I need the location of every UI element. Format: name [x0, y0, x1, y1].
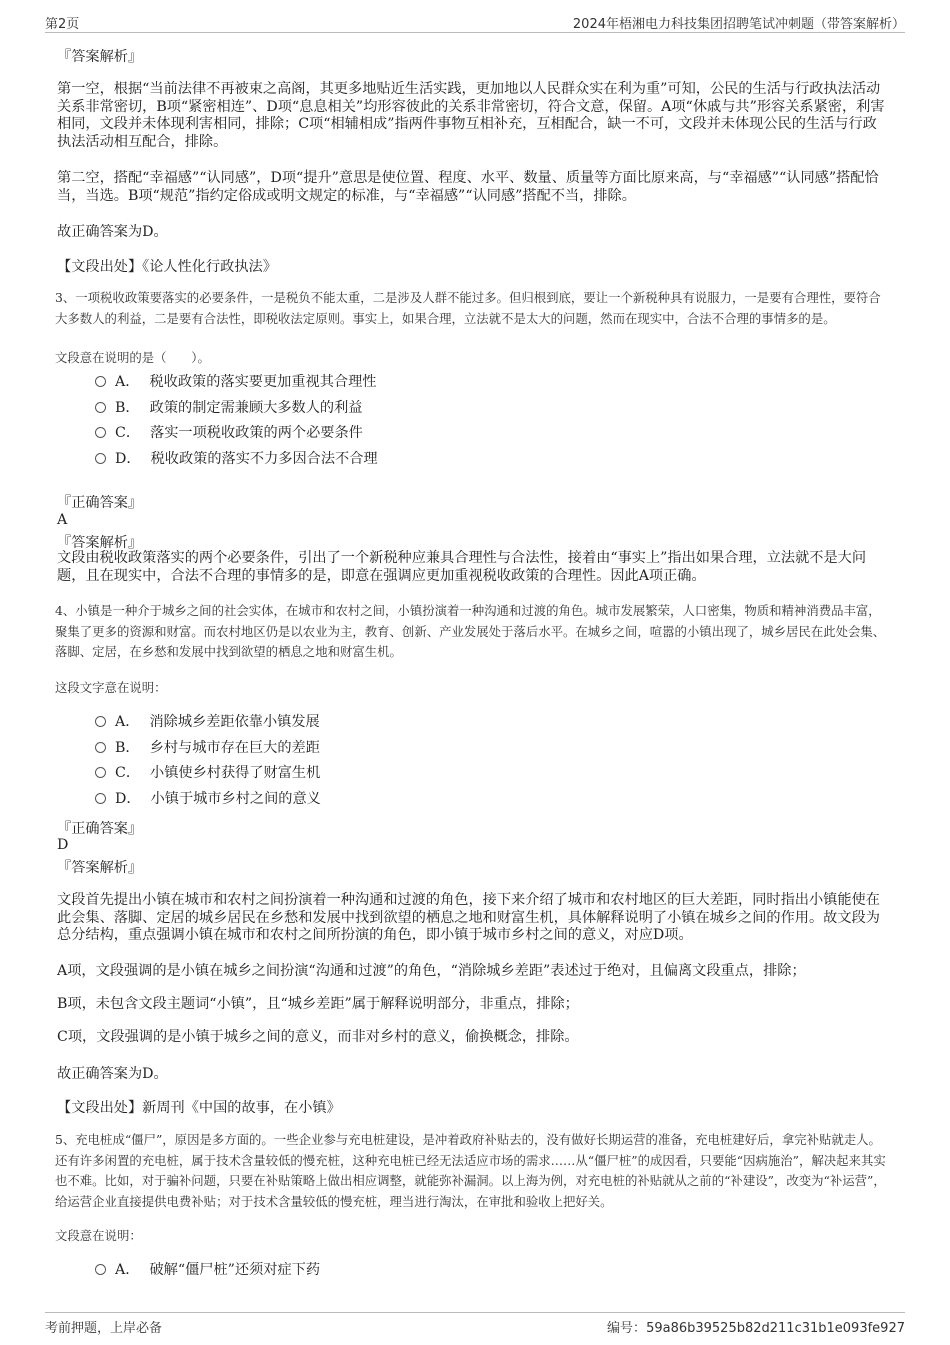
- radio-icon[interactable]: [95, 453, 106, 464]
- q3-analysis: 文段由税收政策落实的两个必要条件，引出了一个新税种应兼具合理性与合法性，接着由“事实上”指出如果合理，立法就不是大问题，且在现实中，合法不合理的事情多的是，即意在强调应更加重视税收政策的合理性。因此A项正确。: [57, 550, 867, 584]
- q4-analysis-heading: 『答案解析』: [57, 860, 143, 876]
- q2-analysis-para2: 第二空，搭配“幸福感”“认同感”，D项“提升”意思是使位置、程度、水平、数量、质量等方面比原来高，与“幸福感”“认同感”搭配恰当，当选。B项“规范”指约定俗成或明文规定的标准，与“幸福感”“认同感”搭配不当，排除。: [57, 170, 879, 204]
- q4-analysis-para2: A项，文段强调的是小镇在城乡之间扮演“沟通和过渡”的角色，“消除城乡差距”表述过于绝对，且偏离文段重点，排除；: [57, 963, 806, 979]
- q3-analysis-heading: 『答案解析』: [57, 535, 143, 551]
- q3-prompt: 文段意在说明的是（ ）。: [55, 350, 210, 365]
- q5-stem: 5、充电桩成“僵尸”，原因是多方面的。一些企业参与充电桩建设，是冲着政府补贴去的，没有做好长期运营的准备，充电桩建好后，拿完补贴就走人。还有许多闲置的充电桩，属于技术含量较低的慢充桩，这种充电桩已经无法适应市场的需求……从“僵尸桩”的成因看，只要能“因病施治”，解决起来其实也不难。比如，对于骗补问题，只要在补贴策略上做出相应调整，就能弥补漏洞。以上海为例，对充电桩的补贴就从之前的“补建设”，改变为“补运营”，给运营企业直接提供电费补贴；对于技术含量较低的慢充桩，理当进行淘汰，在审批和验收上把好关。: [55, 1132, 886, 1209]
- q4-answer: D: [57, 837, 69, 853]
- q3-option-c[interactable]: C． 落实一项税收政策的两个必要条件: [95, 423, 363, 443]
- q2-analysis-para1: 第一空，根据“当前法律不再被束之高阁，其更多地贴近生活实践，更加地以人民群众实在利为重”可知，公民的生活与行政执法活动关系非常密切，B项“紧密相连”、D项“息息相关”均形容彼此的关系非常密切，符合文意，保留。A项“休戚与共”形容关系紧密，利害相同，文段并未体现利害相同，排除；C项“相辅相成”指两件事物互相补充，互相配合，缺一不可，文段并未体现公民的生活与行政执法活动相互配合，排除。: [57, 81, 885, 150]
- radio-icon[interactable]: [95, 427, 106, 438]
- radio-icon[interactable]: [95, 716, 106, 727]
- q4-stem: 4、小镇是一种介于城乡之间的社会实体，在城市和农村之间，小镇扮演着一种沟通和过渡的角色。城市发展繁荣，人口密集，物质和精神消费品丰富，聚集了更多的资源和财富。而农村地区仍是以农业为主，教育、创新、产业发展处于落后水平。在城乡之间，喧嚣的小镇出现了，城乡居民在此处会集、落脚、定居，在乡愁和发展中找到欲望的栖息之地和财富生机。: [55, 603, 886, 659]
- radio-icon[interactable]: [95, 767, 106, 778]
- q4-analysis-para3: B项，未包含文段主题词“小镇”，且“城乡差距”属于解释说明部分，非重点，排除；: [57, 996, 579, 1012]
- q5-option-a[interactable]: A． 破解“僵尸桩”还须对症下药: [95, 1260, 320, 1280]
- q2-source: 【文段出处】《论人性化行政执法》: [57, 259, 277, 275]
- q4-option-a[interactable]: A． 消除城乡差距依靠小镇发展: [95, 712, 320, 732]
- q5-prompt: 文段意在说明：: [55, 1228, 142, 1243]
- code-label: 编号：: [607, 1321, 647, 1336]
- q3-stem: 3、一项税收政策要落实的必要条件，一是税负不能太重，二是涉及人群不能过多。但归根到底，要让一个新税种具有说服力，一是要有合理性，要符合大多数人的利益，二是要有合法性，即税收法定原则。事实上，如果合理，立法就不是太大的问题，然而在现实中，合法不合理的事情多的是。: [55, 290, 881, 326]
- radio-icon[interactable]: [95, 1264, 106, 1275]
- q2-conclusion: 故正确答案为D。: [57, 224, 168, 240]
- page-header: [45, 10, 905, 33]
- q3-answer: A: [57, 512, 68, 528]
- q3-answer-heading: 『正确答案』: [57, 495, 143, 511]
- q4-prompt: 这段文字意在说明：: [55, 680, 167, 695]
- page-number: 第2页: [45, 17, 80, 32]
- q4-conclusion: 故正确答案为D。: [57, 1066, 168, 1082]
- q4-source: 【文段出处】新周刊《中国的故事，在小镇》: [57, 1100, 341, 1116]
- document-code: [607, 1317, 905, 1336]
- q4-option-b[interactable]: B． 乡村与城市存在巨大的差距: [95, 738, 320, 758]
- radio-icon[interactable]: [95, 402, 106, 413]
- q4-analysis-para1: 文段首先提出小镇在城市和农村之间扮演着一种沟通和过渡的角色，接下来介绍了城市和农村地区的巨大差距，同时指出小镇能使在此会集、落脚、定居的城乡居民在乡愁和发展中找到欲望的栖息之地和财富生机，具体解释说明了小镇在城乡之间的作用。故文段为总分结构，重点强调小镇在城市和农村之间所扮演的角色，即小镇于城市乡村之间的意义，对应D项。: [57, 892, 880, 943]
- q4-answer-heading: 『正确答案』: [57, 821, 143, 837]
- q2-analysis-heading: 『答案解析』: [57, 49, 143, 65]
- q3-option-b[interactable]: B． 政策的制定需兼顾大多数人的利益: [95, 398, 362, 418]
- radio-icon[interactable]: [95, 376, 106, 387]
- page-footer: [45, 1312, 905, 1335]
- q4-option-c[interactable]: C． 小镇使乡村获得了财富生机: [95, 763, 320, 783]
- radio-icon[interactable]: [95, 793, 106, 804]
- q3-option-d[interactable]: D． 税收政策的落实不力多因合法不合理: [95, 449, 378, 469]
- q4-option-d[interactable]: D． 小镇于城市乡村之间的意义: [95, 789, 321, 809]
- q4-analysis-para4: C项，文段强调的是小镇于城乡之间的意义，而非对乡村的意义，偷换概念，排除。: [57, 1029, 579, 1045]
- document-title: 2024年梧湘电力科技集团招聘笔试冲刺题（带答案解析）: [572, 17, 905, 32]
- q3-option-a[interactable]: A． 税收政策的落实要更加重视其合理性: [95, 372, 376, 392]
- radio-icon[interactable]: [95, 742, 106, 753]
- code-value: 59a86b39525b82d211c31b1e093fe927: [646, 1321, 905, 1336]
- footer-slogan: 考前押题，上岸必备: [45, 1321, 163, 1336]
